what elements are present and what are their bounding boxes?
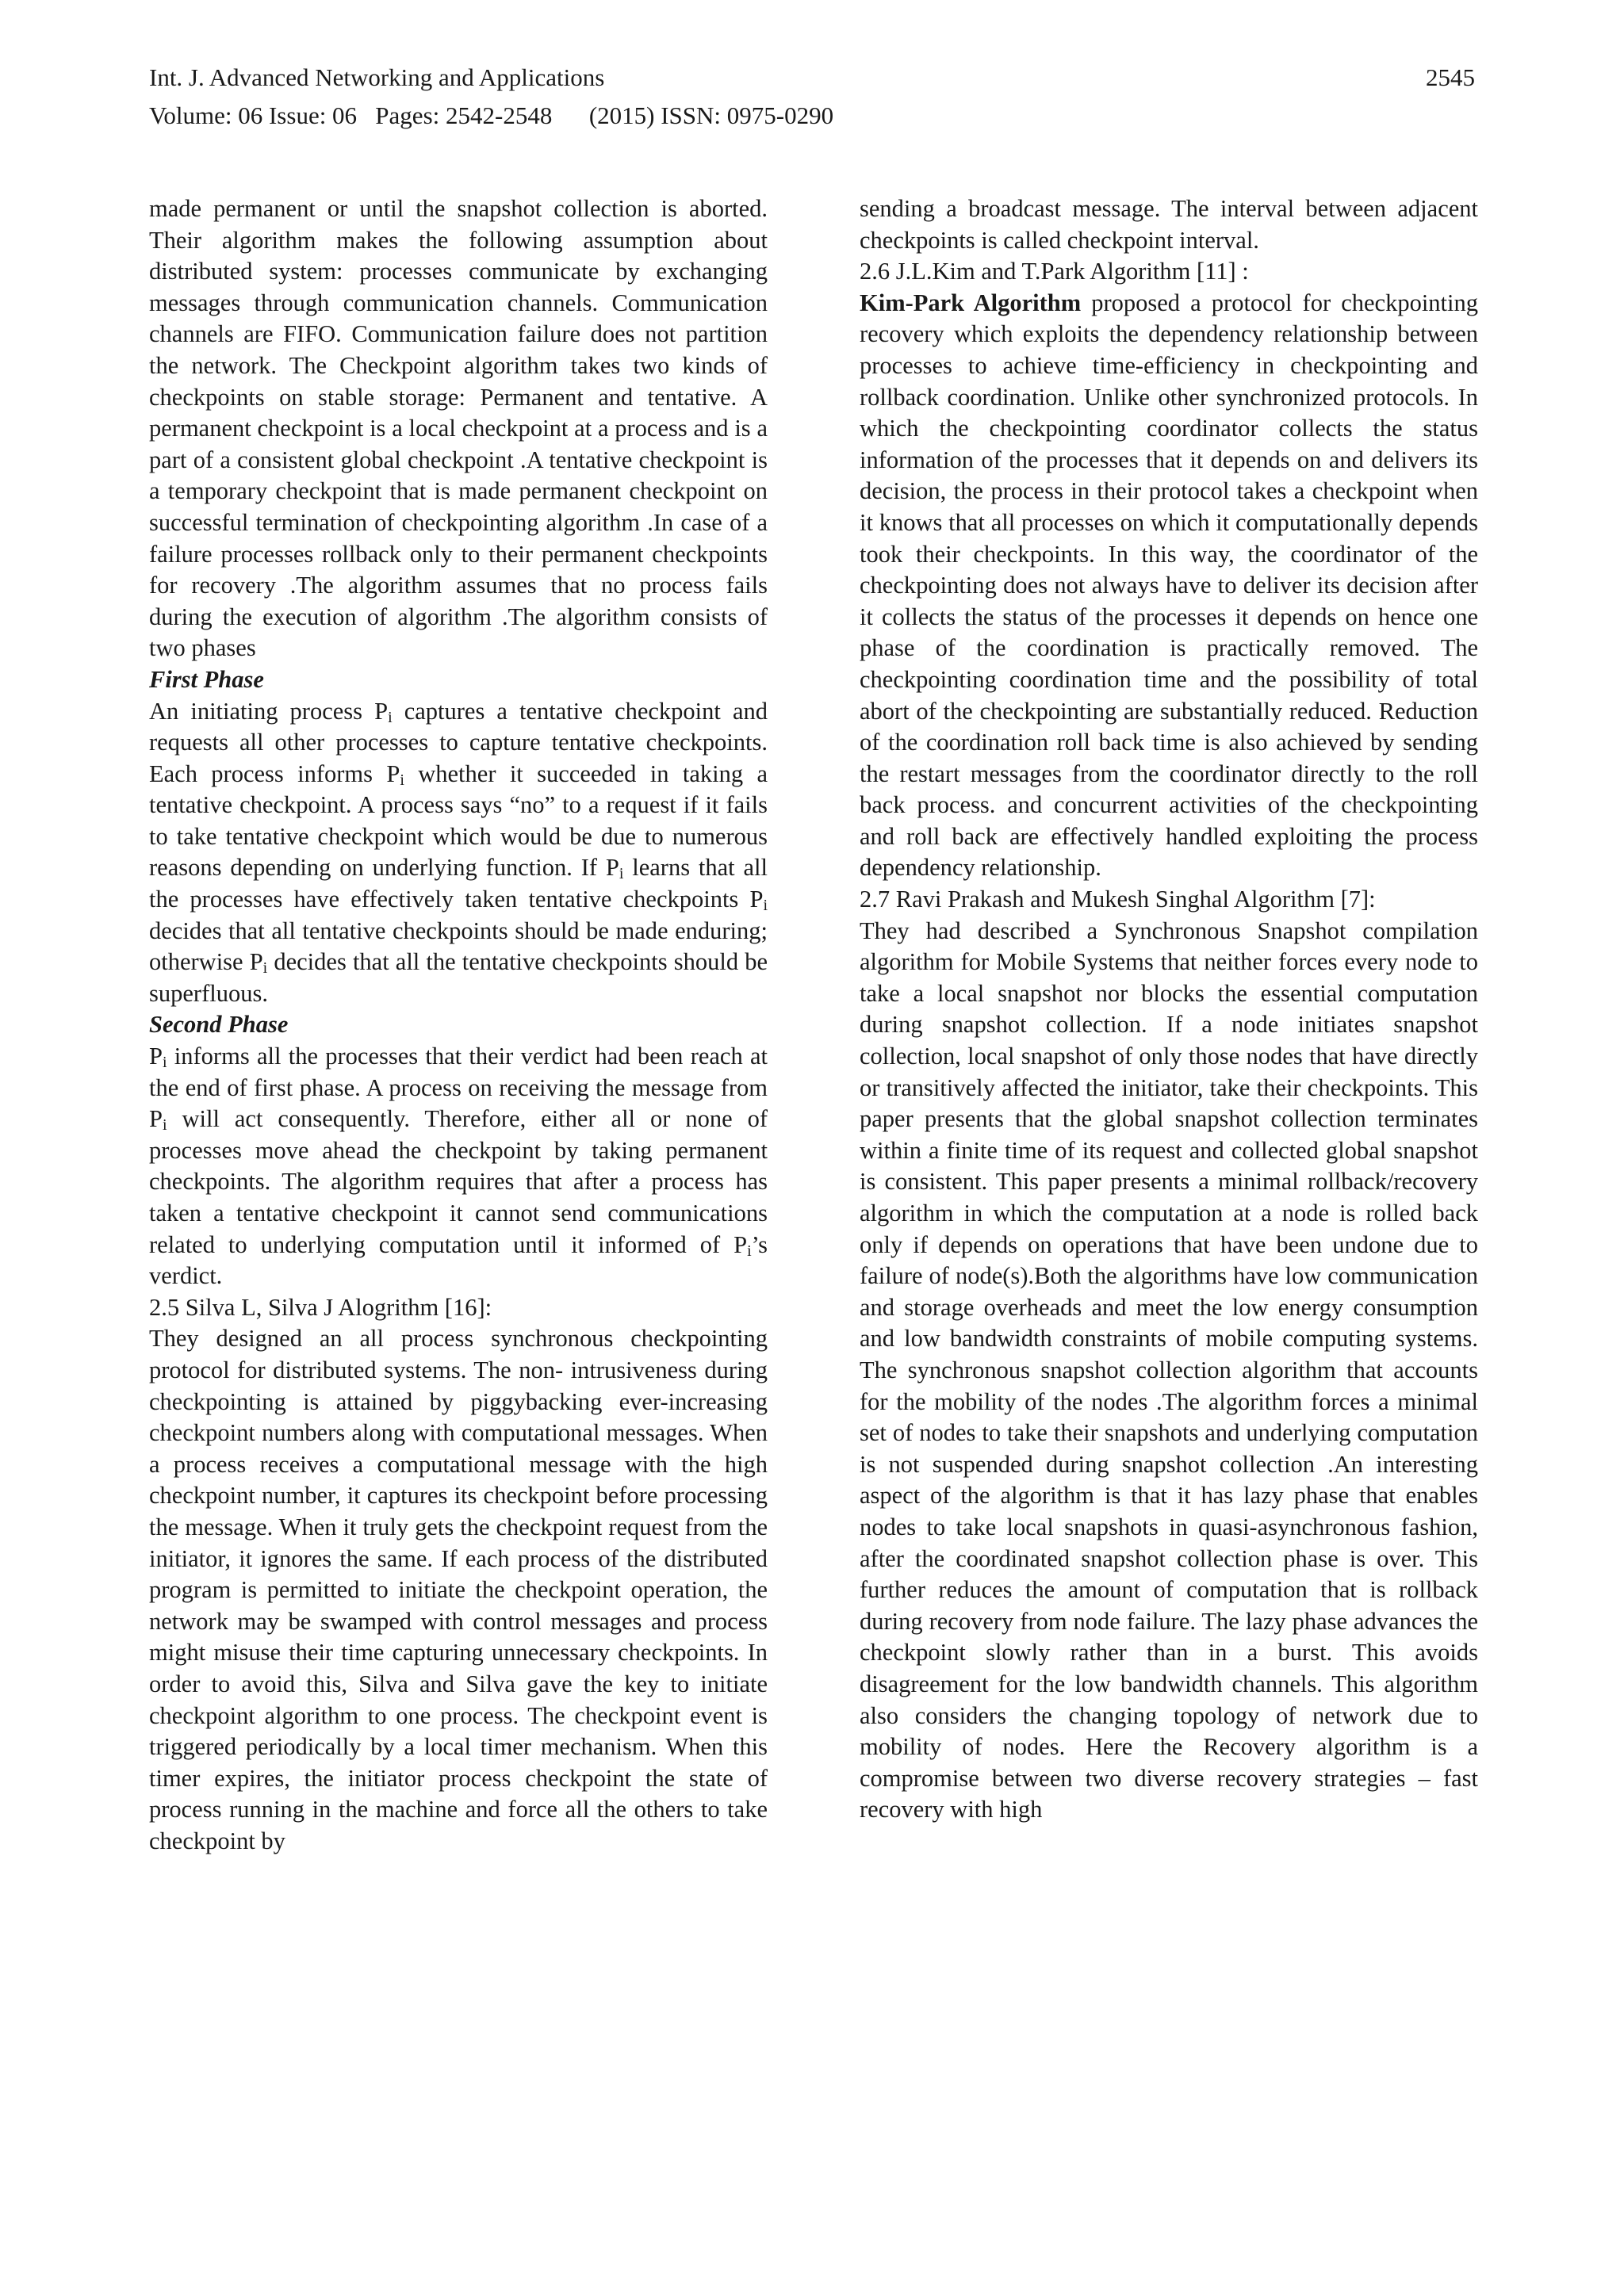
volume-info: Volume: 06 Issue: 06 Pages: 2542-2548 (2015) ISSN: 0975-0290 [149,101,834,129]
section-2-5-paragraph: They designed an all process synchronous checkpointing protocol for distributed systems. The non- intrusiveness during checkpointing is attained by piggybacking ever-increasing checkpoint numbers along with computational messages. When a process receives a computational message with the high checkpoint number, it captures its checkpoint before processing the message. When it truly gets the checkpoint request from the initiator, it ignores the same. If each process of the distributed program is permitted to initiate the checkpoint operation, the network may be swamped with control messages and process might misuse their time capturing unnecessary checkpoints. In order to avoid this, Silva and Silva gave the key to initiate checkpoint algorithm to one process. The checkpoint event is triggered periodically by a local timer mechanism. When this timer expires, the initiator process checkpoint the state of process running in the machine and force all the others to take checkpoint by [149,1325,768,1854]
second-phase-heading: Second Phase [149,1011,289,1039]
left-column [149,193,768,1857]
page-number: 2545 [1426,63,1475,91]
first-phase-paragraph: An initiating process $P_i$ captures a tentative checkpoint and requests all other processes to capture tentative checkpoints. Each process informs $P_i$ whether it succeeded in taking a tentative checkpoint. A process says “no” to a request if it fails to take tentative checkpoint which would be due to numerous reasons depending on underlying function. If $P_i$ learns that all the processes have effectively taken tentative checkpoints $P_i$ decides that all tentative checkpoints should be made enduring; otherwise $P_i$ decides that all the tentative checkpoints should be superfluous. [149,697,768,1007]
journal-title: Int. J. Advanced Networking and Applications [149,63,605,91]
right-column [860,193,1478,1826]
first-phase-heading: First Phase [149,665,264,693]
section-2-5-heading: 2.5 Silva L, Silva J Alogrithm [16]: [149,1293,492,1321]
section-2-6-paragraph: Kim-Park Algorithm proposed a protocol for checkpointing recovery which exploits the dependency relationship between processes to achieve time-efficiency in checkpointing and rollback coordination. Unlike other synchronized protocols. In which the checkpointing coordinator collects the status information of the processes that it depends on and delivers its decision, the process in their protocol takes a checkpoint when it knows that all processes on which it computationally depends took their checkpoints. In this way, the coordinator of the checkpointing does not always have to deliver its decision after it collects the status of the processes it depends on hence one phase of the coordination is practically removed. The checkpointing coordination time and the possibility of total abort of the checkpointing are substantially reduced. Reduction of the coordination roll back time is also achieved by sending the restart messages from the coordinator directly to the roll back process. and concurrent activities of the checkpointing and roll back are effectively handled exploiting the process dependency relationship. [860,289,1478,882]
running-header [149,59,1475,135]
section-2-7-heading: 2.7 Ravi Prakash and Mukesh Singhal Algorithm [7]: [860,886,1376,913]
kim-park-lead: Kim-Park Algorithm [860,289,1082,316]
paragraph: made permanent or until the snapshot collection is aborted. Their algorithm makes the following assumption about distributed system: processes communicate by exchanging messages through communication channels. Communication channels are FIFO. Communication failure does not partition the network. The Checkpoint algorithm takes two kinds of checkpoints on stable storage: Permanent and tentative. A permanent checkpoint is a local checkpoint at a process and is a part of a consistent global checkpoint .A tentative checkpoint is a temporary checkpoint that is made permanent checkpoint on successful termination of checkpointing algorithm .In case of a failure processes rollback only to their permanent checkpoints for recovery .The algorithm assumes that no process fails during the execution of algorithm .The algorithm consists of two phases [149,195,768,662]
section-2-6-heading: 2.6 J.L.Kim and T.Park Algorithm [11] : [860,258,1249,285]
second-phase-paragraph: $P_i$ informs all the processes that their verdict had been reach at the end of first phase. A process on receiving the message from $P_i$ will act consequently. Therefore, either all or none of processes move ahead the checkpoint by taking permanent checkpoints. The algorithm requires that after a process has taken a tentative checkpoint it cannot send communications related to underlying computation until it informed of $P_i’s$ verdict. [149,1043,768,1290]
section-2-7-paragraph: They had described a Synchronous Snapshot compilation algorithm for Mobile Systems that neither forces every node to take a local snapshot nor blocks the essential computation during snapshot collection. If a node initiates snapshot collection, local snapshot of only those nodes that have directly or transitively affected the initiator, take their checkpoints. This paper presents that the global snapshot collection terminates within a finite time of its request and collected global snapshot is consistent. This paper presents a minimal rollback/recovery algorithm in which the computation at a node is rolled back only if depends on operations that have been undone due to failure of node(s).Both the algorithms have low communication and storage overheads and meet the low energy consumption and low bandwidth constraints of mobile computing systems. The synchronous snapshot collection algorithm that accounts for the mobility of the nodes .The algorithm forces a minimal set of nodes to take their snapshots and underlying computation is not suspended during snapshot collection .An interesting aspect of the algorithm is that it has lazy phase that enables nodes to take local snapshots in quasi-asynchronous fashion, after the coordinated snapshot collection phase is over. This further reduces the amount of computation that is rollback during recovery from node failure. The lazy phase advances the checkpoint slowly rather than in a burst. This avoids disagreement for the low bandwidth channels. This algorithm also considers the changing topology of network due to mobility of nodes. Here the Recovery algorithm is a compromise between two diverse recovery strategies – fast recovery with high [860,916,1478,1823]
paragraph: sending a broadcast message. The interval between adjacent checkpoints is called checkpoint interval. [860,195,1478,254]
